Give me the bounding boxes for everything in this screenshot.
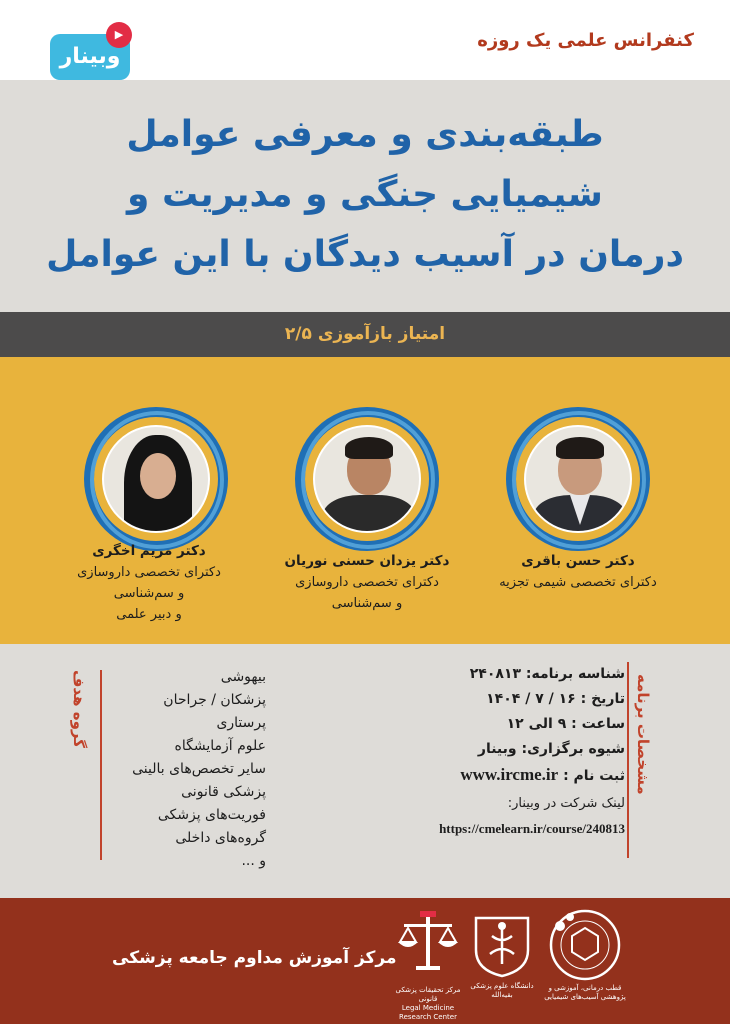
program-register-label: ثبت نام : <box>563 768 625 784</box>
speaker-degree-line2: و سم‌شناسی <box>331 596 403 611</box>
webinar-badge <box>50 22 134 82</box>
logo-caption-chemical-center: قطب درمانی، آموزشی و پژوهشی آسیب‌های شیمیایی <box>544 984 626 1001</box>
speaker-degree: دکترای تخصصی شیمی تجزیه <box>499 575 657 590</box>
conference-label: کنفرانس علمی یک روزه <box>477 30 694 51</box>
list-item: پزشکی قانونی <box>181 784 266 800</box>
webinar-badge-label: وبینار <box>59 44 121 69</box>
webinar-link-label: لینک شرکت در وبینار: <box>507 796 625 811</box>
program-time-value: ۹ الی ۱۲ <box>506 716 567 732</box>
logo-caption-fa: مرکز تحقیقات پزشکی قانونی <box>395 986 461 1003</box>
chemical-injuries-center-logo <box>548 908 622 982</box>
header-bar <box>0 0 730 80</box>
program-id-label: شناسه برنامه: <box>525 666 625 682</box>
list-item: فوریت‌های پزشکی <box>157 807 266 823</box>
avatar <box>102 425 210 533</box>
program-time-row <box>400 712 625 737</box>
list-item: پزشکان / جراحان <box>163 692 266 708</box>
speaker-degree: دکترای تخصصی داروسازی <box>77 565 221 580</box>
program-date-label: تاریخ : <box>580 691 625 707</box>
speaker-photo-hasani <box>295 407 439 551</box>
program-time-label: ساعت : <box>571 716 625 732</box>
target-group-label: گروه هدف <box>70 670 88 748</box>
program-mode-label: شیوه برگزاری: <box>521 741 625 757</box>
list-item: و ... <box>241 853 266 869</box>
scales-of-justice-logo <box>392 910 464 986</box>
info-section <box>0 644 730 898</box>
list-item: گروه‌های داخلی <box>175 830 266 846</box>
program-details-divider <box>627 662 629 858</box>
play-icon: ▶ <box>106 22 132 48</box>
speakers-section <box>0 357 730 644</box>
program-id-value: ۲۴۰۸۱۳ <box>469 666 522 682</box>
avatar <box>524 425 632 533</box>
program-mode-row <box>400 737 625 762</box>
avatar <box>313 425 421 533</box>
register-link[interactable]: www.ircme.ir <box>460 765 559 784</box>
speaker-degree: دکترای تخصصی داروسازی <box>295 575 439 590</box>
title-line-3: درمان در آسیب دیدگان با این عوامل <box>46 234 684 275</box>
speaker-name: دکتر حسن باقری <box>521 553 635 569</box>
list-item: بیهوشی <box>220 669 266 685</box>
speaker-name: دکتر یزدان حسنی نوریان <box>284 553 450 569</box>
program-mode-value: وبینار <box>477 741 517 757</box>
speaker-photo-bagheri <box>506 407 650 551</box>
speaker-name: دکتر مریم اخگری <box>92 543 206 559</box>
speaker-degree-line2: و سم‌شناسی <box>113 586 185 601</box>
footer-title: مرکز آموزش مداوم جامعه پزشکی <box>112 948 397 968</box>
program-date-row <box>400 687 625 712</box>
footer <box>0 898 730 1024</box>
target-group-list <box>96 666 266 873</box>
logo-caption-university: دانشگاه علوم پزشکی بقیه‌الله <box>470 982 534 999</box>
speaker-info-hasani <box>272 551 462 614</box>
speaker-info-akhgari <box>54 541 244 625</box>
logo-caption-legal-medicine <box>388 986 468 1022</box>
logo-caption-en: Legal Medicine Research Center <box>399 1004 457 1021</box>
list-item: سایر تخصص‌های بالینی <box>132 761 266 777</box>
program-date-value: ۱۶ / ۷ / ۱۴۰۴ <box>486 691 576 707</box>
speaker-info-bagheri <box>483 551 673 593</box>
university-shield-logo <box>472 914 532 978</box>
webinar-link[interactable]: https://cmelearn.ir/course/240813 <box>439 821 625 836</box>
title-band <box>0 80 730 312</box>
speaker-role: و دبیر علمی <box>116 607 182 622</box>
program-details-label: مشخصات برنامه <box>634 674 652 795</box>
program-id-row <box>400 662 625 687</box>
program-register-row <box>400 762 625 789</box>
list-item: علوم آزمایشگاه <box>174 738 266 754</box>
program-details <box>400 662 625 841</box>
speaker-photo-akhgari <box>84 407 228 551</box>
cme-score-bar: ۲/۵ امتیاز بازآموزی <box>0 312 730 357</box>
title-line-2: شیمیایی جنگی و مدیریت و <box>127 174 603 215</box>
title-line-1: طبقه‌بندی و معرفی عوامل <box>126 114 604 155</box>
list-item: پرستاری <box>216 715 266 731</box>
